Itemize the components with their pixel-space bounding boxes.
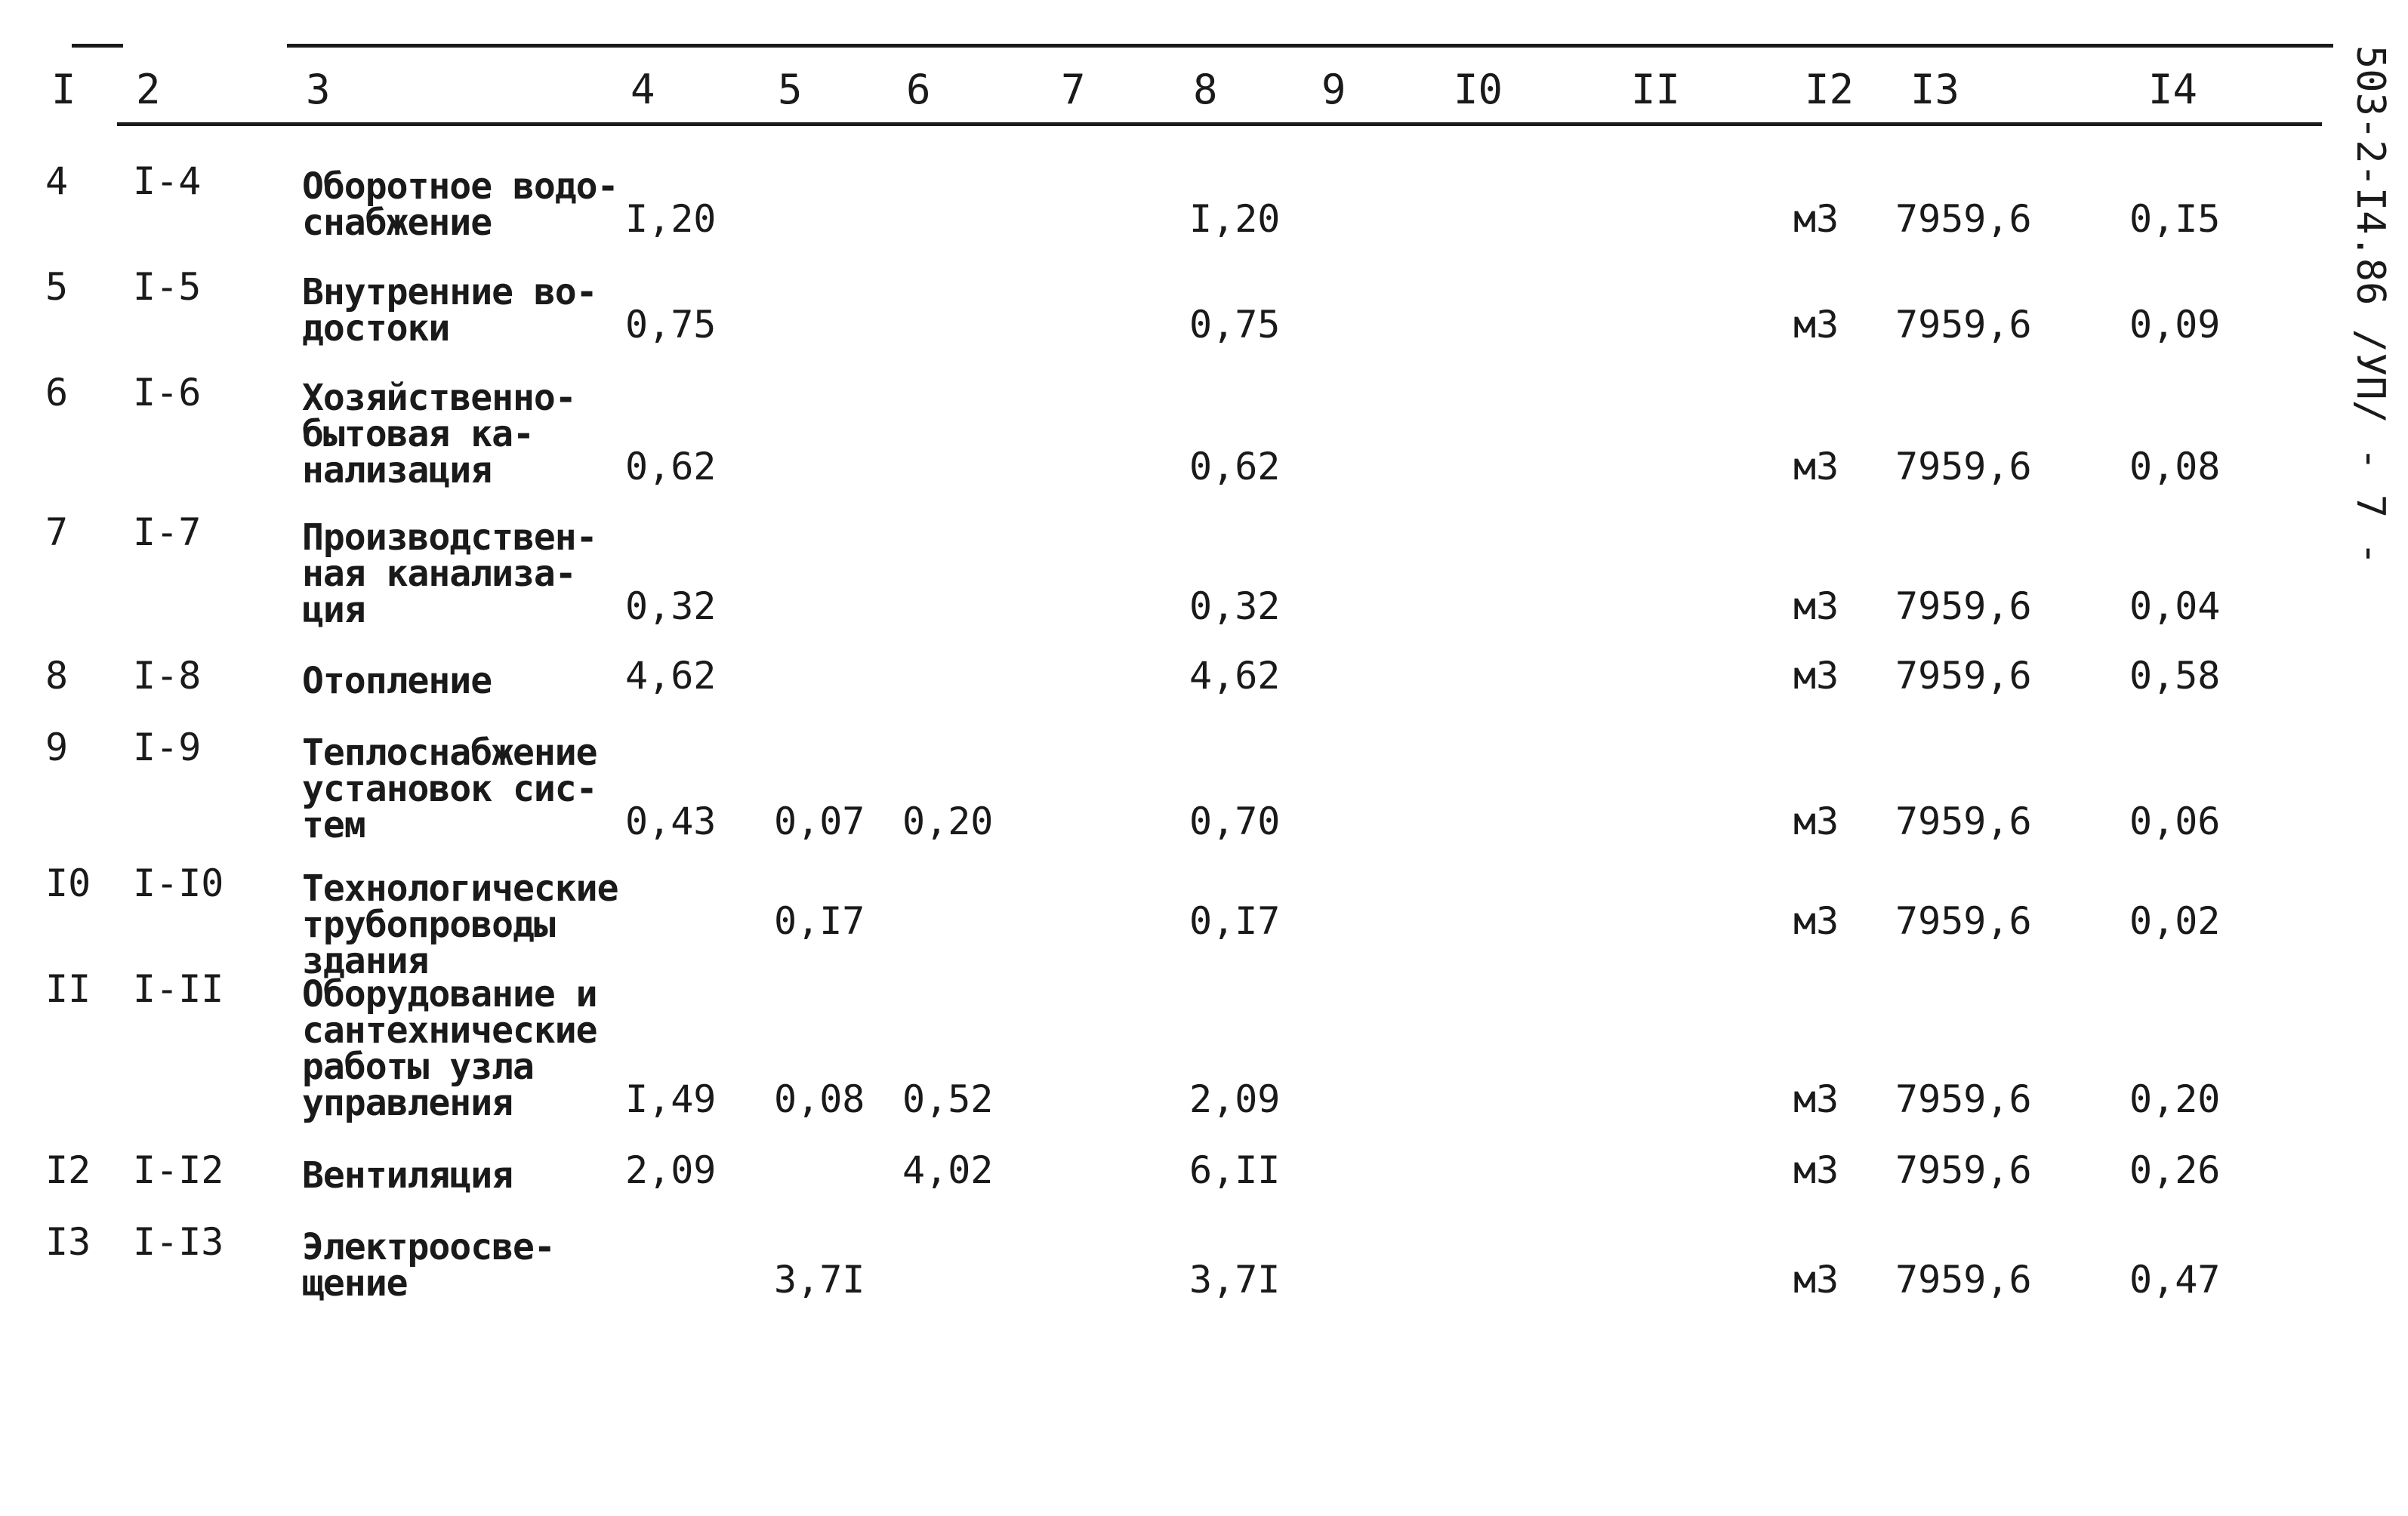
value-c8: 6,II — [1189, 1148, 1281, 1192]
value-c4: 0,43 — [625, 800, 717, 843]
value-c4: 0,62 — [625, 445, 717, 488]
column-header: II — [1631, 66, 1681, 113]
row-number: I3 — [45, 1220, 91, 1264]
row-number: 5 — [45, 265, 69, 309]
value-c14: 0,08 — [2129, 445, 2221, 488]
value-c13: 7959,6 — [1895, 1077, 2032, 1121]
column-header: I0 — [1454, 66, 1503, 113]
header-rule-bottom — [117, 122, 2322, 126]
value-c12: м3 — [1793, 1148, 1839, 1192]
column-header: 2 — [136, 66, 161, 113]
column-header: 9 — [1321, 66, 1346, 113]
work-name: Хозяйственно- бытовая ка- нализация — [302, 377, 576, 491]
value-c12: м3 — [1793, 303, 1839, 347]
row-code: I-8 — [133, 654, 202, 698]
value-c6: 0,20 — [902, 800, 994, 843]
row-number: II — [45, 967, 91, 1011]
value-c4: 0,32 — [625, 584, 717, 628]
value-c13: 7959,6 — [1895, 654, 2032, 698]
value-c5: 0,08 — [774, 1077, 865, 1121]
work-name: Вентиляция — [302, 1154, 513, 1197]
work-name: Электроосве- щение — [302, 1226, 555, 1305]
work-name: Технологические трубопроводы здания — [302, 867, 618, 982]
value-c13: 7959,6 — [1895, 899, 2032, 943]
value-c12: м3 — [1793, 1258, 1839, 1302]
value-c4: 4,62 — [625, 654, 717, 698]
side-stamp — [2345, 45, 2405, 800]
value-c14: 0,I5 — [2129, 197, 2221, 241]
value-c14: 0,20 — [2129, 1077, 2221, 1121]
column-header: 3 — [306, 66, 331, 113]
value-c4: I,20 — [625, 197, 717, 241]
value-c13: 7959,6 — [1895, 1148, 2032, 1192]
column-header: I2 — [1805, 66, 1855, 113]
value-c14: 0,47 — [2129, 1258, 2221, 1302]
row-code: I-I2 — [133, 1148, 224, 1192]
value-c12: м3 — [1793, 1077, 1839, 1121]
value-c5: 0,07 — [774, 800, 865, 843]
value-c13: 7959,6 — [1895, 303, 2032, 347]
value-c8: 3,7I — [1189, 1258, 1281, 1302]
value-c5: 0,I7 — [774, 899, 865, 943]
row-number: I2 — [45, 1148, 91, 1192]
row-number: I0 — [45, 861, 91, 905]
row-code: I-II — [133, 967, 224, 1011]
row-code: I-4 — [133, 159, 202, 203]
document-code: 503-2-I4.86 /УП/ - 7 - — [2348, 45, 2393, 565]
value-c14: 0,09 — [2129, 303, 2221, 347]
value-c14: 0,02 — [2129, 899, 2221, 943]
work-name: Производствен- ная канализа- ция — [302, 516, 597, 631]
row-number: 9 — [45, 726, 69, 769]
column-header: 5 — [778, 66, 803, 113]
work-name: Оборотное водо- снабжение — [302, 165, 618, 244]
value-c14: 0,26 — [2129, 1148, 2221, 1192]
row-number: 8 — [45, 654, 69, 698]
value-c14: 0,06 — [2129, 800, 2221, 843]
row-number: 4 — [45, 159, 69, 203]
value-c5: 3,7I — [774, 1258, 865, 1302]
value-c4: 0,75 — [625, 303, 717, 347]
value-c12: м3 — [1793, 800, 1839, 843]
column-header: I — [51, 66, 76, 113]
value-c12: м3 — [1793, 445, 1839, 488]
value-c14: 0,58 — [2129, 654, 2221, 698]
value-c6: 0,52 — [902, 1077, 994, 1121]
value-c4: 2,09 — [625, 1148, 717, 1192]
value-c8: 0,I7 — [1189, 899, 1281, 943]
value-c13: 7959,6 — [1895, 197, 2032, 241]
value-c13: 7959,6 — [1895, 584, 2032, 628]
value-c12: м3 — [1793, 197, 1839, 241]
value-c8: 0,75 — [1189, 303, 1281, 347]
value-c6: 4,02 — [902, 1148, 994, 1192]
work-name: Отопление — [302, 660, 492, 702]
work-name: Оборудование и сантехнические работы узла управления — [302, 973, 597, 1124]
header-rule-left — [72, 44, 123, 48]
row-code: I-6 — [133, 371, 202, 414]
header-rule-top — [287, 44, 2333, 48]
row-code: I-7 — [133, 510, 202, 554]
column-header: 4 — [631, 66, 655, 113]
value-c13: 7959,6 — [1895, 800, 2032, 843]
value-c8: 0,62 — [1189, 445, 1281, 488]
column-header: 8 — [1193, 66, 1218, 113]
value-c13: 7959,6 — [1895, 445, 2032, 488]
row-number: 7 — [45, 510, 69, 554]
row-code: I-5 — [133, 265, 202, 309]
value-c4: I,49 — [625, 1077, 717, 1121]
value-c12: м3 — [1793, 899, 1839, 943]
value-c8: 0,70 — [1189, 800, 1281, 843]
value-c14: 0,04 — [2129, 584, 2221, 628]
row-code: I-I3 — [133, 1220, 224, 1264]
column-header: 7 — [1061, 66, 1086, 113]
row-code: I-I0 — [133, 861, 224, 905]
work-name: Теплоснабжение установок сис- тем — [302, 732, 597, 846]
value-c12: м3 — [1793, 654, 1839, 698]
value-c8: 0,32 — [1189, 584, 1281, 628]
row-number: 6 — [45, 371, 69, 414]
value-c8: 4,62 — [1189, 654, 1281, 698]
work-name: Внутренние во- достоки — [302, 271, 597, 350]
value-c8: I,20 — [1189, 197, 1281, 241]
value-c13: 7959,6 — [1895, 1258, 2032, 1302]
row-code: I-9 — [133, 726, 202, 769]
column-header: I3 — [1910, 66, 1960, 113]
value-c12: м3 — [1793, 584, 1839, 628]
column-header: I4 — [2148, 66, 2198, 113]
column-header: 6 — [906, 66, 931, 113]
value-c8: 2,09 — [1189, 1077, 1281, 1121]
